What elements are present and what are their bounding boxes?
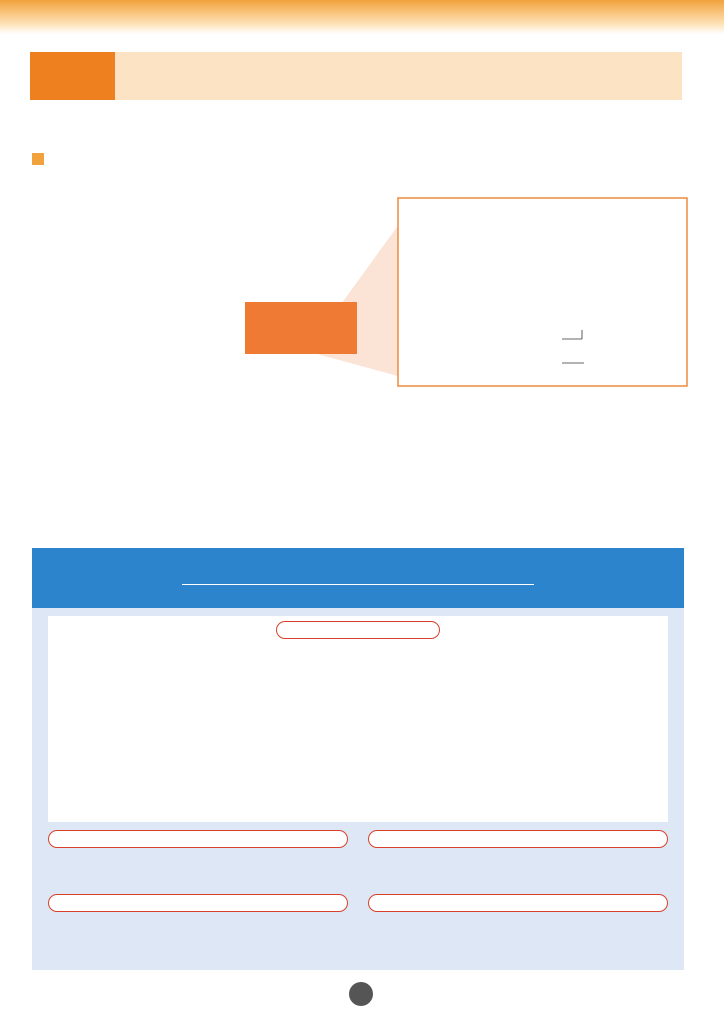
yusen-tag	[48, 894, 348, 912]
page-number	[349, 982, 373, 1006]
main-term-panel	[48, 616, 668, 822]
main-term-tag	[276, 621, 440, 639]
chart-svg	[0, 0, 724, 420]
kousaten-tag	[48, 830, 348, 848]
oudan-tag	[368, 894, 668, 912]
breakdown-frame	[398, 198, 687, 386]
terms-box	[32, 548, 684, 970]
terms-box-header	[32, 548, 684, 608]
tsuukou-tag	[368, 830, 668, 848]
main-slice-callout	[245, 302, 357, 354]
terms-box-divider	[182, 584, 534, 585]
